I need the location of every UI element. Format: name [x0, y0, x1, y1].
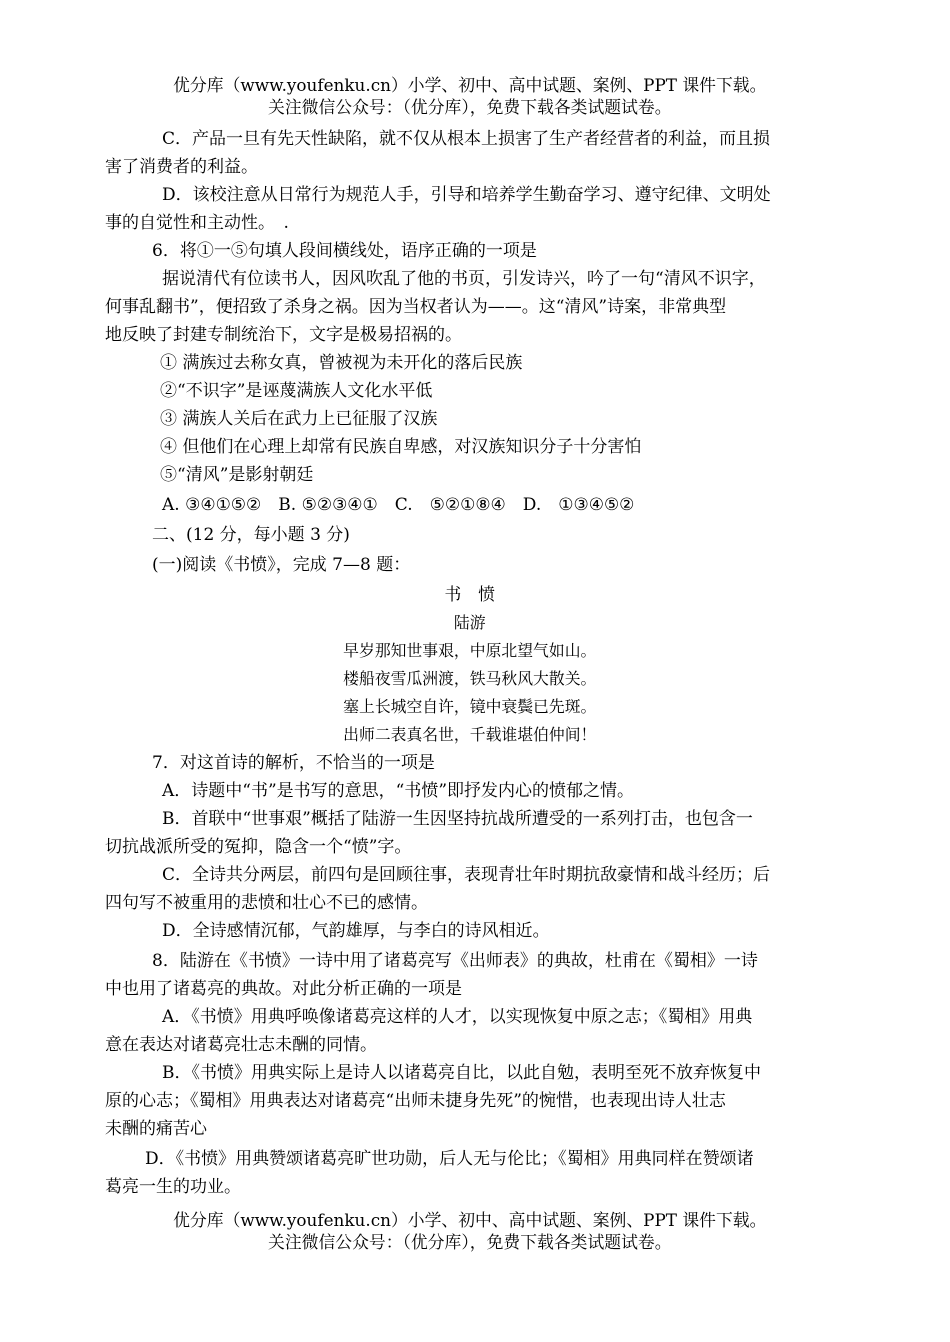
q8-option-a-line-1: A．《书愤》用典呼唤像诸葛亮这样的人才，以实现恢复中原之志；《蜀相》用典	[162, 1007, 753, 1027]
section-2-subheading: (一)阅读《书愤》，完成 7—8 题：	[152, 555, 411, 575]
q8-stem-line-1: 8．陆游在《书愤》一诗中用了诸葛亮写《出师表》的典故，杜甫在《蜀相》一诗	[152, 951, 758, 971]
poem-line-2: 楼船夜雪瓜洲渡，铁马秋风大散关。	[343, 669, 597, 688]
q7-option-c-line-2: 四句写不被重用的悲愤和壮心不已的感情。	[105, 893, 428, 913]
q7-option-d: D．全诗感情沉郁，气韵雄厚，与李白的诗风相近。	[162, 921, 550, 941]
q8-option-a-line-2: 意在表达对诸葛亮壮志未酬的同情。	[105, 1035, 377, 1055]
q8-stem-line-2: 中也用了诸葛亮的典故。对此分析正确的一项是	[105, 979, 462, 999]
q5-option-d-line-2: 事的自觉性和主动性。 .	[105, 213, 289, 233]
q6-passage-line-3: 地反映了封建专制统治下，文字是极易招祸的。	[105, 325, 462, 345]
poem-title: 书 愤	[444, 585, 495, 605]
q8-option-d-line-2: 葛亮一生的功业。	[105, 1177, 241, 1197]
q6-choices: A. ③④①⑤② B. ⑤②③④① C. ⑤②①⑧④ D. ①③④⑤②	[162, 495, 635, 515]
q6-passage-line-1: 据说清代有位读书人，因风吹乱了他的书页，引发诗兴，吟了一句“清风不识字，	[162, 269, 766, 289]
header-line-1: 优分库（www.youfenku.cn）小学、初中、高中试题、案例、PPT 课件下载。	[173, 76, 767, 96]
q5-option-d-line-1: D．该校注意从日常行为规范人手，引导和培养学生勤奋学习、遵守纪律、文明处	[162, 185, 771, 205]
footer-line-2: 关注微信公众号：（优分库），免费下载各类试题试卷。	[268, 1233, 672, 1253]
q7-option-c-line-1: C．全诗共分两层，前四句是回顾往事，表现青壮年时期抗敌豪情和战斗经历；后	[162, 865, 771, 885]
q6-item-2: ②“不识字”是诬蔑满族人文化水平低	[160, 381, 433, 401]
q5-option-c-line-1: C．产品一旦有先天性缺陷，就不仅从根本上损害了生产者经营者的利益，而且损	[162, 129, 771, 149]
poem-line-1: 早岁那知世事艰，中原北望气如山。	[343, 641, 597, 660]
section-2-heading: 二、(12 分，每小题 3 分)	[152, 525, 350, 545]
footer-line-1: 优分库（www.youfenku.cn）小学、初中、高中试题、案例、PPT 课件下载。	[173, 1211, 767, 1231]
q6-item-1: ① 满族过去称女真，曾被视为未开化的落后民族	[160, 353, 523, 373]
q7-option-b-line-2: 切抗战派所受的冤抑，隐含一个“愤”字。	[105, 837, 412, 857]
q8-option-d-line-1: D．《书愤》用典赞颂诸葛亮旷世功勋，后人无与伦比；《蜀相》用典同样在赞颂诸	[145, 1149, 754, 1169]
q6-stem: 6．将①一⑤句填人段间横线处，语序正确的一项是	[152, 241, 537, 261]
poem-line-4: 出师二表真名世，千载谁堪伯仲间！	[343, 725, 597, 744]
q6-item-4: ④ 但他们在心理上却常有民族自卑感，对汉族知识分子十分害怕	[160, 437, 642, 457]
q7-option-b-line-1: B．首联中“世事艰”概括了陆游一生因坚持抗战所遭受的一系列打击，也包含一	[162, 809, 753, 829]
q8-option-b-line-1: B．《书愤》用典实际上是诗人以诸葛亮自比，以此自勉，表明至死不放弃恢复中	[162, 1063, 761, 1083]
q5-option-c-line-2: 害了消费者的利益。	[105, 157, 258, 177]
q8-option-b-line-2: 原的心志；《蜀相》用典表达对诸葛亮“出师未捷身先死”的惋惜，也表现出诗人壮志	[105, 1091, 726, 1111]
poem-line-3: 塞上长城空自许，镜中衰鬓已先斑。	[343, 697, 597, 716]
q6-item-5: ⑤“清风”是影射朝廷	[160, 465, 314, 485]
q6-passage-line-2: 何事乱翻书”，便招致了杀身之祸。因为当权者认为——。这“清风”诗案，非常典型	[105, 297, 727, 317]
poem-author: 陆游	[453, 613, 486, 632]
header-line-2: 关注微信公众号：（优分库），免费下载各类试题试卷。	[268, 98, 672, 118]
q6-item-3: ③ 满族人关后在武力上已征服了汉族	[160, 409, 438, 429]
q8-option-b-line-3: 未酬的痛苦心	[105, 1119, 207, 1139]
q7-stem: 7．对这首诗的解析，不恰当的一项是	[152, 753, 435, 773]
q7-option-a: A．诗题中“书”是书写的意思，“书愤”即抒发内心的愤郁之情。	[162, 781, 635, 801]
